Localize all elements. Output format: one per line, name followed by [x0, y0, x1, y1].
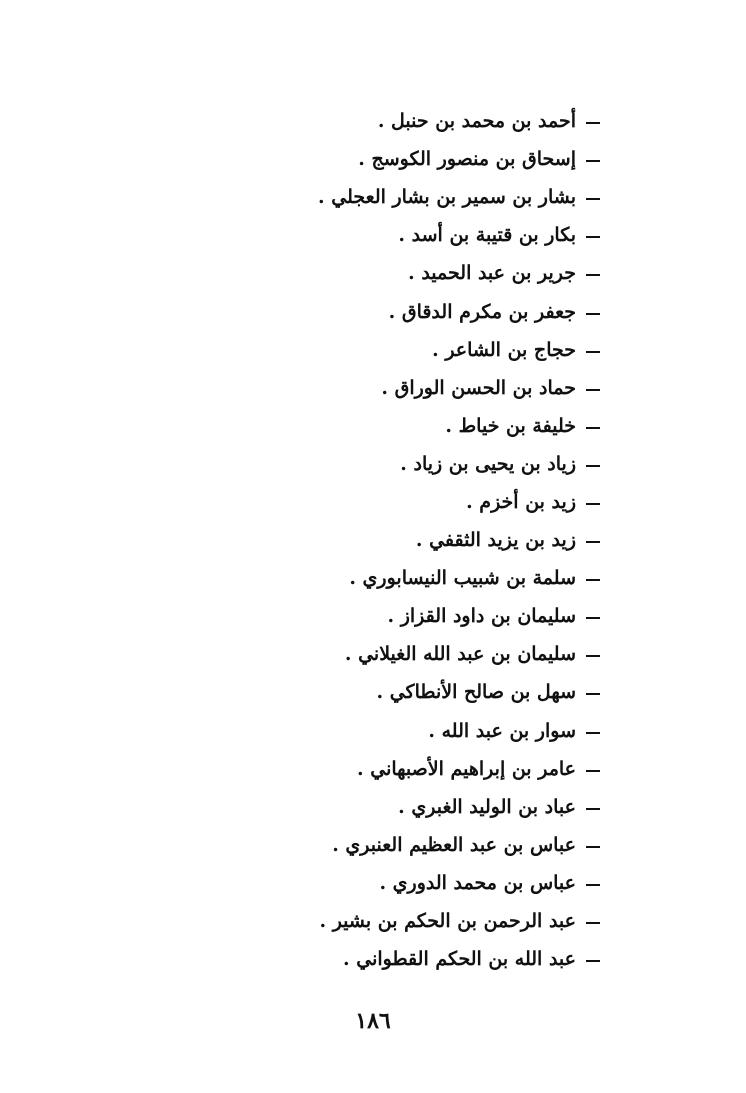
name-entry	[270, 140, 600, 178]
dash-bullet	[586, 655, 600, 657]
name-text: زيد بن أخزم .	[466, 490, 576, 513]
dash-bullet	[586, 541, 600, 543]
name-text: سهل بن صالح الأنطاكي .	[376, 681, 576, 704]
name-text: إسحاق بن منصور الكوسج .	[358, 148, 576, 171]
page-number: ١٨٦	[355, 1008, 391, 1034]
name-entry	[270, 216, 600, 254]
dash-bullet	[586, 617, 600, 619]
dash-bullet	[586, 693, 600, 695]
name-entry	[270, 673, 600, 711]
name-text: عباس بن عبد العظيم العنبري .	[332, 833, 576, 856]
dash-bullet	[586, 122, 600, 124]
name-entry	[270, 940, 600, 978]
dash-bullet	[586, 846, 600, 848]
name-entry	[270, 712, 600, 750]
name-text: سليمان بن عبد الله الغيلاني .	[344, 643, 576, 666]
name-text: حجاج بن الشاعر .	[432, 338, 576, 361]
name-text: أحمد بن محمد بن حنبل .	[377, 110, 576, 133]
name-entry	[270, 597, 600, 635]
dash-bullet	[586, 465, 600, 467]
name-text: خليفة بن خياط .	[445, 414, 576, 437]
name-entry	[270, 559, 600, 597]
dash-bullet	[586, 274, 600, 276]
dash-bullet	[586, 579, 600, 581]
name-entry	[270, 483, 600, 521]
name-text: بكار بن قتيبة بن أسد .	[398, 224, 576, 247]
dash-bullet	[586, 389, 600, 391]
dash-bullet	[586, 160, 600, 162]
name-text: سليمان بن داود القزاز .	[387, 605, 576, 628]
name-entry	[270, 407, 600, 445]
dash-bullet	[586, 313, 600, 315]
dash-bullet	[586, 503, 600, 505]
dash-bullet	[586, 884, 600, 886]
name-text: زيد بن يزيد الثقفي .	[415, 529, 576, 552]
name-text: سوار بن عبد الله .	[428, 719, 576, 742]
name-entry	[270, 254, 600, 292]
name-entry	[270, 788, 600, 826]
name-text: بشار بن سمير بن بشار العجلي .	[318, 186, 576, 209]
name-entry	[270, 521, 600, 559]
name-text: عامر بن إبراهيم الأصبهاني .	[357, 757, 576, 780]
name-text: عبد الله بن الحكم القطواني .	[343, 948, 576, 971]
name-entry	[270, 635, 600, 673]
dash-bullet	[586, 960, 600, 962]
dash-bullet	[586, 236, 600, 238]
narrator-name-list	[270, 102, 600, 978]
dash-bullet	[586, 808, 600, 810]
name-entry	[270, 750, 600, 788]
dash-bullet	[586, 198, 600, 200]
name-entry	[270, 864, 600, 902]
name-text: عباس بن محمد الدوري .	[379, 871, 576, 894]
dash-bullet	[586, 732, 600, 734]
name-entry	[270, 826, 600, 864]
dash-bullet	[586, 427, 600, 429]
name-text: زياد بن يحيى بن زياد .	[400, 452, 576, 475]
dash-bullet	[586, 770, 600, 772]
name-entry	[270, 902, 600, 940]
name-entry	[270, 102, 600, 140]
name-text: جرير بن عبد الحميد .	[408, 262, 576, 285]
name-text: سلمة بن شبيب النيسابوري .	[349, 567, 576, 590]
name-entry	[270, 292, 600, 330]
name-entry	[270, 445, 600, 483]
name-text: عباد بن الوليد الغبري .	[398, 795, 576, 818]
name-text: حماد بن الحسن الوراق .	[381, 376, 576, 399]
name-entry	[270, 331, 600, 369]
dash-bullet	[586, 922, 600, 924]
name-entry	[270, 178, 600, 216]
dash-bullet	[586, 351, 600, 353]
name-text: جعفر بن مكرم الدقاق .	[388, 300, 576, 323]
name-entry	[270, 369, 600, 407]
name-text: عبد الرحمن بن الحكم بن بشير .	[319, 910, 576, 933]
